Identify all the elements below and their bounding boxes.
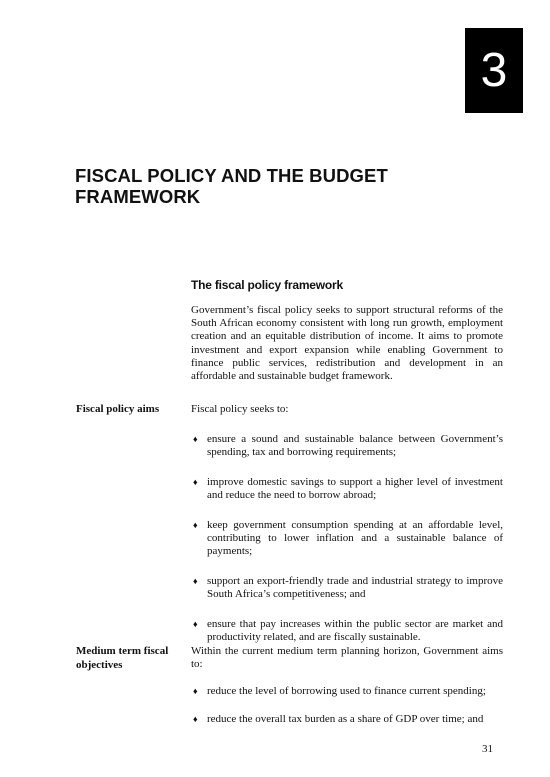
- list-item: [193, 476, 503, 502]
- diamond-bullet-icon: ♦: [193, 714, 198, 724]
- diamond-bullet-icon: ♦: [193, 686, 198, 696]
- list-item-text: ensure that pay increases within the public sector are market and productivity related, and are fiscally sustainable.: [207, 618, 503, 644]
- list-item: [193, 519, 503, 559]
- list-item: [193, 713, 503, 726]
- list-item: [193, 685, 503, 698]
- list-item-text: support an export-friendly trade and industrial strategy to improve South Africa’s competitiveness; and: [207, 575, 503, 601]
- fiscal-policy-aims-lead: Fiscal policy seeks to:: [191, 403, 289, 415]
- diamond-bullet-icon: ♦: [193, 520, 198, 530]
- list-item-text: ensure a sound and sustainable balance between Government’s spending, tax and borrowing requirements;: [207, 433, 503, 459]
- diamond-bullet-icon: ♦: [193, 619, 198, 629]
- page-number: 31: [482, 743, 493, 755]
- list-item: [193, 618, 503, 644]
- intro-paragraph: Government’s fiscal policy seeks to support structural reforms of the South African economy consistent with long run growth, employment creation and an equitable distribution of income. It aims to promote investment and export expansion while enabling Government to finance public services, redistribution and development in an affordable and sustainable budget framework.: [191, 304, 503, 383]
- list-item-text: keep government consumption spending at an affordable level, contributing to lower inflation and a sustainable balance of payments;: [207, 519, 503, 558]
- diamond-bullet-icon: ♦: [193, 576, 198, 586]
- section-heading: The fiscal policy framework: [191, 278, 343, 292]
- list-item-text: improve domestic savings to support a higher level of investment and reduce the need to borrow abroad;: [207, 476, 503, 502]
- medium-term-objectives-label: Medium term fiscal objectives: [76, 645, 169, 671]
- list-item: [193, 575, 503, 601]
- list-item: [193, 433, 503, 459]
- fiscal-policy-aims-label: Fiscal policy aims: [76, 403, 160, 415]
- chapter-number-badge: 3: [465, 28, 523, 113]
- diamond-bullet-icon: ♦: [193, 477, 198, 487]
- list-item-text: reduce the overall tax burden as a share of GDP over time; and: [207, 713, 484, 725]
- chapter-title: FISCAL POLICY AND THE BUDGET FRAMEWORK: [75, 165, 388, 207]
- list-item-text: reduce the level of borrowing used to finance current spending;: [207, 685, 486, 697]
- diamond-bullet-icon: ♦: [193, 434, 198, 444]
- medium-term-objectives-lead: Within the current medium term planning horizon, Government aims to:: [191, 645, 503, 671]
